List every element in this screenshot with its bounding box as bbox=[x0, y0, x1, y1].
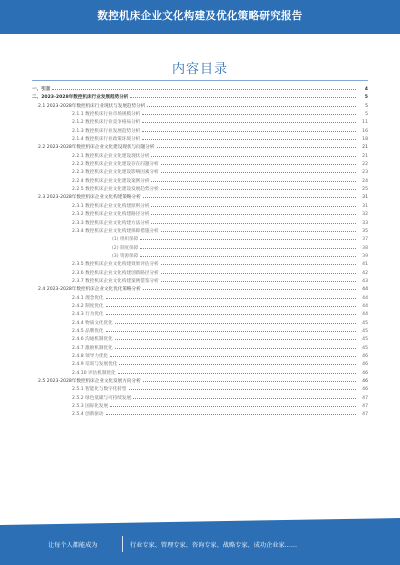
toc-leader-dots bbox=[118, 373, 356, 374]
header-band bbox=[0, 0, 400, 34]
toc-entry-label: 2.2.4 数控机床企业文化建设案例分析 bbox=[72, 178, 150, 184]
toc-entry-page: 21 bbox=[362, 145, 368, 151]
toc-divider bbox=[32, 80, 368, 81]
toc-leader-dots bbox=[147, 106, 356, 107]
toc-entry-label: 2.4.7 激励机制优化 bbox=[72, 345, 113, 351]
toc-leader-dots bbox=[106, 314, 356, 315]
toc-leader-dots bbox=[110, 406, 356, 407]
footer-band bbox=[0, 518, 400, 565]
toc-entry[interactable] bbox=[32, 261, 368, 269]
toc-entry-label: 2.3.1 数控机床企业文化构建原则分析 bbox=[72, 203, 150, 209]
toc-entry[interactable] bbox=[32, 295, 368, 303]
toc-entry[interactable] bbox=[32, 119, 368, 127]
toc-leader-dots bbox=[140, 256, 356, 257]
toc-entry[interactable] bbox=[32, 345, 368, 353]
toc-entry[interactable] bbox=[32, 94, 368, 102]
toc-entry-label: 2.4.1 理念优化 bbox=[72, 295, 104, 301]
toc-leader-dots bbox=[110, 356, 356, 357]
toc-entry[interactable] bbox=[32, 111, 368, 119]
toc-entry-page: 45 bbox=[362, 320, 368, 326]
toc-entry[interactable] bbox=[32, 303, 368, 311]
toc-entry[interactable] bbox=[32, 169, 368, 177]
toc-entry-label: 2.3.4 数控机床企业文化构建保障措施分析 bbox=[72, 228, 159, 234]
toc-entry-page: 32 bbox=[362, 212, 368, 218]
toc-leader-dots bbox=[161, 172, 356, 173]
toc-entry-label: 2.4.2 制度优化 bbox=[72, 303, 104, 309]
toc-entry-page: 11 bbox=[362, 120, 368, 126]
toc-entry-label: 2.4.8 领导力优化 bbox=[72, 354, 109, 359]
toc-leader-dots bbox=[161, 231, 356, 232]
toc-entry-label: 2.4.6 沟通机制优化 bbox=[72, 337, 113, 343]
toc-entry[interactable] bbox=[32, 395, 368, 403]
toc-leader-dots bbox=[143, 197, 356, 198]
toc-entry[interactable] bbox=[32, 336, 368, 344]
toc-entry-label: 2.5.3 国际化发展 bbox=[72, 404, 109, 410]
toc-leader-dots bbox=[142, 131, 356, 132]
toc-entry[interactable] bbox=[32, 370, 368, 378]
toc-leader-dots bbox=[161, 273, 356, 274]
toc-leader-dots bbox=[151, 181, 356, 182]
toc-entry[interactable] bbox=[32, 320, 368, 328]
toc-leader-dots bbox=[106, 298, 356, 299]
toc-leader-dots bbox=[106, 414, 356, 415]
toc-entry-label: 2.1.2 数控机床行业竞争格局分析 bbox=[72, 120, 141, 126]
toc-leader-dots bbox=[130, 97, 356, 98]
toc-entry[interactable] bbox=[32, 228, 368, 236]
toc-entry[interactable] bbox=[32, 270, 368, 278]
toc-entry[interactable] bbox=[32, 186, 368, 194]
toc-leader-dots bbox=[143, 381, 356, 382]
toc-entry-label: 2.2.2 数控机床企业文化建设存在问题分析 bbox=[72, 162, 159, 168]
toc-entry-page: 41 bbox=[362, 262, 368, 268]
toc-entry-page: 43 bbox=[362, 278, 368, 284]
toc-entry[interactable] bbox=[32, 311, 368, 319]
toc-leader-dots bbox=[115, 348, 356, 349]
toc-entry-label: (1) 组织保障 bbox=[112, 237, 139, 243]
toc-entry-page: 37 bbox=[362, 237, 368, 243]
toc-leader-dots bbox=[161, 189, 356, 190]
toc-entry-page: 46 bbox=[362, 370, 368, 376]
toc-entry-label: 2.2 2023-2028年数控机床企业文化建设现状与问题分析 bbox=[38, 145, 155, 151]
toc-entry-page: 5 bbox=[364, 95, 368, 101]
toc-entry-page: 46 bbox=[362, 354, 368, 359]
toc-entry-label: 2.5.1 智能化与数字化转型 bbox=[72, 387, 127, 393]
toc-entry-page: 42 bbox=[362, 270, 368, 276]
toc-entry-page: 45 bbox=[362, 328, 368, 334]
toc-leader-dots bbox=[133, 398, 356, 399]
toc-entry-page: 18 bbox=[362, 137, 368, 143]
toc-entry-page: 24 bbox=[362, 178, 368, 184]
toc-leader-dots bbox=[161, 264, 356, 265]
toc-entry[interactable] bbox=[32, 178, 368, 186]
toc-entry-page: 44 bbox=[362, 295, 368, 301]
toc-entry-label: 2.4.5 品牌优化 bbox=[72, 328, 104, 334]
toc-entry[interactable] bbox=[32, 403, 368, 411]
toc-entry-label: 2.3.7 数控机床企业文化构建案例借鉴分析 bbox=[72, 278, 159, 284]
report-title: 数控机床企业文化构建及优化策略研究报告 bbox=[97, 10, 303, 22]
toc-leader-dots bbox=[52, 89, 356, 90]
toc-entry-page: 35 bbox=[362, 228, 368, 234]
footer-divider bbox=[122, 536, 123, 552]
toc-entry-page: 21 bbox=[362, 153, 368, 159]
toc-entry[interactable] bbox=[32, 211, 368, 219]
toc-entry-page: 39 bbox=[362, 253, 368, 259]
toc-entry-page: 44 bbox=[362, 287, 368, 293]
toc-entry-label: 2.5.4 创新驱动 bbox=[72, 412, 104, 418]
toc-entry[interactable] bbox=[32, 353, 368, 361]
toc-entry-label: 2.3.3 数控机床企业文化构建方法分析 bbox=[72, 220, 150, 226]
toc-entry-label: (2) 制度保障 bbox=[112, 245, 139, 251]
footer-tagline: 行业专家、管理专家、咨询专家、战略专家、成功企业家…… bbox=[130, 542, 298, 549]
toc-entry-page: 22 bbox=[362, 162, 368, 168]
toc-entry-page: 45 bbox=[362, 337, 368, 343]
toc-leader-dots bbox=[140, 239, 356, 240]
toc-entry[interactable] bbox=[32, 386, 368, 394]
toc-entry-label: 2.3 2023-2028年数控机床企业文化构建策略分析 bbox=[38, 195, 141, 201]
toc-entry-label: 一、引言 bbox=[32, 87, 51, 92]
toc-leader-dots bbox=[142, 139, 356, 140]
toc-entry-label: 2.4 2023-2028年数控机床企业文化优化策略分析 bbox=[38, 287, 141, 293]
toc-entry[interactable] bbox=[32, 86, 368, 94]
toc-entry-label: 2.1 2023-2028年数控机床行业现状与发展趋势分析 bbox=[38, 103, 146, 109]
toc-entry-page: 25 bbox=[362, 187, 368, 193]
toc-entry-label: 2.4.9 培训与发展优化 bbox=[72, 362, 118, 368]
toc-entry[interactable] bbox=[32, 278, 368, 286]
toc-entry-page: 31 bbox=[362, 195, 368, 201]
toc-entry[interactable] bbox=[32, 144, 368, 152]
toc-entry-page: 33 bbox=[362, 220, 368, 226]
toc-leader-dots bbox=[106, 306, 356, 307]
toc-entry-label: 2.4.4 物质文化优化 bbox=[72, 320, 113, 326]
toc-leader-dots bbox=[142, 122, 356, 123]
toc-entry-label: 2.1.3 数控机床行业发展趋势分析 bbox=[72, 128, 141, 134]
toc-leader-dots bbox=[151, 214, 356, 215]
toc-entry-page: 23 bbox=[362, 170, 368, 176]
toc-entry[interactable] bbox=[32, 411, 368, 419]
toc-title: 内容目录 bbox=[171, 62, 228, 77]
toc-leader-dots bbox=[115, 339, 356, 340]
toc-entry-page: 4 bbox=[364, 87, 368, 92]
toc-entry-page: 47 bbox=[362, 395, 368, 401]
toc-entry-label: 2.4.10 评估机制优化 bbox=[72, 370, 116, 376]
toc-entry-page: 44 bbox=[362, 312, 368, 318]
toc-entry-label: 2.2.1 数控机床企业文化建设现状分析 bbox=[72, 153, 150, 159]
toc-entry-page: 45 bbox=[362, 345, 368, 351]
toc-leader-dots bbox=[151, 206, 356, 207]
toc-entry-label: 2.1.1 数控机床行业市场规模分析 bbox=[72, 112, 141, 118]
toc-entry[interactable] bbox=[32, 220, 368, 228]
toc-entry-page: 5 bbox=[365, 112, 368, 118]
toc-entry-label: 二、2023-2028年数控机床行业发展趋势分析 bbox=[32, 95, 129, 101]
toc-entry[interactable] bbox=[32, 378, 368, 386]
toc-entry-page: 16 bbox=[362, 128, 368, 134]
toc-entry-label: 2.5.2 绿色低碳与可持续发展 bbox=[72, 395, 132, 401]
toc-entry-page: 47 bbox=[362, 404, 368, 410]
toc-leader-dots bbox=[129, 389, 357, 390]
toc-entry[interactable] bbox=[32, 136, 368, 144]
toc-entry[interactable] bbox=[32, 128, 368, 136]
toc-entry-label: 2.2.3 数控机床企业文化建设影响因素分析 bbox=[72, 170, 159, 176]
toc-leader-dots bbox=[142, 114, 356, 115]
toc-entry-page: 46 bbox=[362, 387, 368, 393]
toc-entry[interactable] bbox=[32, 161, 368, 169]
toc-leader-dots bbox=[115, 323, 356, 324]
toc-entry[interactable] bbox=[32, 103, 368, 111]
toc-entry[interactable] bbox=[32, 253, 368, 261]
toc-entry[interactable] bbox=[32, 286, 368, 294]
toc-entry-page: 38 bbox=[362, 245, 368, 251]
toc-entry-page: 5 bbox=[365, 103, 368, 109]
toc-leader-dots bbox=[161, 281, 356, 282]
toc-leader-dots bbox=[157, 147, 357, 148]
toc-leader-dots bbox=[161, 164, 356, 165]
toc-entry-page: 46 bbox=[362, 362, 368, 368]
table-of-contents bbox=[32, 86, 368, 420]
toc-entry[interactable] bbox=[32, 236, 368, 244]
toc-entry-label: 2.3.2 数控机床企业文化构建路径分析 bbox=[72, 212, 150, 218]
toc-leader-dots bbox=[106, 331, 356, 332]
toc-entry-label: 2.3.6 数控机床企业文化构建创新路径分析 bbox=[72, 270, 159, 276]
toc-entry[interactable] bbox=[32, 194, 368, 202]
toc-entry-label: 2.1.4 数控机床行业政策环境分析 bbox=[72, 137, 141, 143]
toc-entry[interactable] bbox=[32, 245, 368, 253]
toc-entry-label: 2.4.3 行为优化 bbox=[72, 312, 104, 318]
toc-leader-dots bbox=[140, 248, 356, 249]
toc-entry-page: 44 bbox=[362, 303, 368, 309]
toc-leader-dots bbox=[119, 364, 356, 365]
toc-entry[interactable] bbox=[32, 153, 368, 161]
toc-entry[interactable] bbox=[32, 203, 368, 211]
footer-slogan: 让每个人都能成为 bbox=[48, 542, 98, 549]
toc-entry-page: 31 bbox=[362, 203, 368, 209]
toc-entry-page: 47 bbox=[362, 412, 368, 418]
footer-slope bbox=[0, 518, 400, 525]
toc-leader-dots bbox=[151, 156, 356, 157]
toc-entry-label: 2.3.5 数控机床企业文化构建效果评估分析 bbox=[72, 262, 159, 268]
toc-entry[interactable] bbox=[32, 361, 368, 369]
toc-entry[interactable] bbox=[32, 328, 368, 336]
toc-entry-label: 2.2.5 数控机床企业文化建设发展趋势分析 bbox=[72, 187, 159, 193]
toc-entry-label: 2.5 2023-2028年数控机床企业文化发展方向分析 bbox=[38, 379, 141, 385]
toc-leader-dots bbox=[143, 289, 356, 290]
toc-entry-page: 46 bbox=[362, 379, 368, 385]
toc-entry-label: (3) 资源保障 bbox=[112, 253, 139, 259]
toc-leader-dots bbox=[151, 223, 356, 224]
